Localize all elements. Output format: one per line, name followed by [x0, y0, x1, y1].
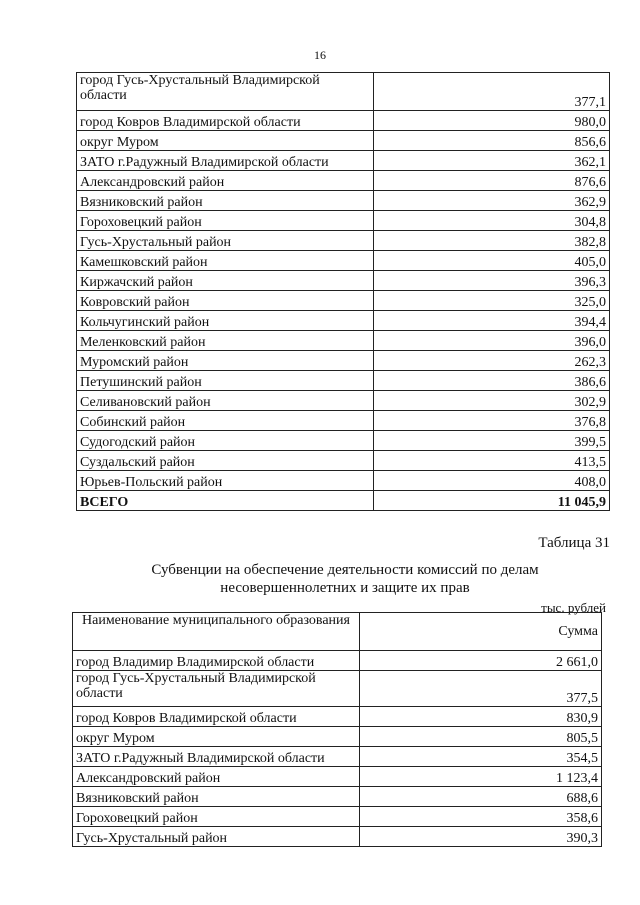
table-row: [73, 671, 602, 707]
table-row: [77, 431, 610, 451]
amount-value: 396,0: [374, 331, 610, 351]
municipality-name: округ Муром: [77, 131, 374, 151]
amount-value: 2 661,0: [360, 651, 602, 671]
table-row: [77, 351, 610, 371]
table-row: [77, 73, 610, 111]
table-row: [73, 787, 602, 807]
amount-value: 377,1: [374, 73, 610, 111]
amount-value: 325,0: [374, 291, 610, 311]
municipality-name: Гороховецкий район: [77, 211, 374, 231]
table-row: [77, 471, 610, 491]
header-sum: Сумма: [360, 613, 602, 651]
table-label: Таблица 31: [538, 535, 610, 551]
amount-value: 362,9: [374, 191, 610, 211]
subvention-table-continued: [76, 72, 610, 511]
amount-value: 856,6: [374, 131, 610, 151]
table-row: [77, 291, 610, 311]
amount-value: 302,9: [374, 391, 610, 411]
amount-value: 399,5: [374, 431, 610, 451]
municipality-name: Камешковский район: [77, 251, 374, 271]
table-row: [77, 131, 610, 151]
amount-value: 830,9: [360, 707, 602, 727]
amount-value: 386,6: [374, 371, 610, 391]
amount-value: 390,3: [360, 827, 602, 847]
table-row: [73, 807, 602, 827]
amount-value: 377,5: [360, 671, 602, 707]
amount-value: 354,5: [360, 747, 602, 767]
table-row: [77, 171, 610, 191]
caption-line-1: Субвенции на обеспечение деятельности комиссий по делам: [151, 562, 539, 578]
municipality-name: Гороховецкий район: [73, 807, 360, 827]
table-row: [77, 211, 610, 231]
municipality-name: Александровский район: [77, 171, 374, 191]
amount-value: 876,6: [374, 171, 610, 191]
table-row: [73, 747, 602, 767]
municipality-name: Кольчугинский район: [77, 311, 374, 331]
amount-value: 394,4: [374, 311, 610, 331]
municipality-name: ЗАТО г.Радужный Владимирской области: [73, 747, 360, 767]
amount-value: 405,0: [374, 251, 610, 271]
table-row: [77, 311, 610, 331]
table-row: [77, 411, 610, 431]
table-row: [77, 231, 610, 251]
amount-value: 980,0: [374, 111, 610, 131]
municipality-name: Селивановский район: [77, 391, 374, 411]
table-row: [77, 191, 610, 211]
municipality-name: город Ковров Владимирской области: [77, 111, 374, 131]
table-row: [77, 251, 610, 271]
municipality-name: Гусь-Хрустальный район: [73, 827, 360, 847]
table-row: [77, 271, 610, 291]
table-row: [73, 707, 602, 727]
amount-value: 376,8: [374, 411, 610, 431]
table-row: [77, 451, 610, 471]
table-header-row: [73, 613, 602, 651]
header-name: Наименование муниципального образования: [73, 613, 360, 651]
municipality-name: Киржачский район: [77, 271, 374, 291]
municipality-name: город Гусь-Хрустальный Владимирской области: [77, 73, 374, 111]
commission-subvention-table: [72, 612, 602, 847]
caption-line-2: несовершеннолетних и защите их прав: [220, 580, 470, 596]
amount-value: 262,3: [374, 351, 610, 371]
municipality-name: Меленковский район: [77, 331, 374, 351]
page-number: 16: [314, 48, 326, 62]
amount-value: 688,6: [360, 787, 602, 807]
municipality-name: Александровский район: [73, 767, 360, 787]
municipality-name: город Ковров Владимирской области: [73, 707, 360, 727]
amount-value: 382,8: [374, 231, 610, 251]
table-row: [73, 767, 602, 787]
table-row: [77, 151, 610, 171]
table-row: [77, 391, 610, 411]
municipality-name: Муромский район: [77, 351, 374, 371]
municipality-name: Вязниковский район: [73, 787, 360, 807]
amount-value: 396,3: [374, 271, 610, 291]
municipality-name: Судогодский район: [77, 431, 374, 451]
municipality-name: Вязниковский район: [77, 191, 374, 211]
municipality-name: Собинский район: [77, 411, 374, 431]
table-row: [73, 651, 602, 671]
amount-value: 413,5: [374, 451, 610, 471]
amount-value: 304,8: [374, 211, 610, 231]
amount-value: 805,5: [360, 727, 602, 747]
municipality-name: Петушинский район: [77, 371, 374, 391]
total-value: 11 045,9: [374, 491, 610, 511]
table-row: [77, 111, 610, 131]
municipality-name: Гусь-Хрустальный район: [77, 231, 374, 251]
amount-value: 362,1: [374, 151, 610, 171]
amount-value: 358,6: [360, 807, 602, 827]
table-row: [77, 371, 610, 391]
municipality-name: город Гусь-Хрустальный Владимирской области: [73, 671, 360, 707]
municipality-name: ЗАТО г.Радужный Владимирской области: [77, 151, 374, 171]
municipality-name: округ Муром: [73, 727, 360, 747]
table-caption: [80, 561, 610, 597]
unit-label: тыс. рублей: [541, 600, 606, 615]
municipality-name: город Владимир Владимирской области: [73, 651, 360, 671]
total-row: [77, 491, 610, 511]
table-row: [73, 827, 602, 847]
table-row: [77, 331, 610, 351]
amount-value: 1 123,4: [360, 767, 602, 787]
table-row: [73, 727, 602, 747]
municipality-name: Ковровский район: [77, 291, 374, 311]
total-label: ВСЕГО: [77, 491, 374, 511]
municipality-name: Суздальский район: [77, 451, 374, 471]
amount-value: 408,0: [374, 471, 610, 491]
municipality-name: Юрьев-Польский район: [77, 471, 374, 491]
